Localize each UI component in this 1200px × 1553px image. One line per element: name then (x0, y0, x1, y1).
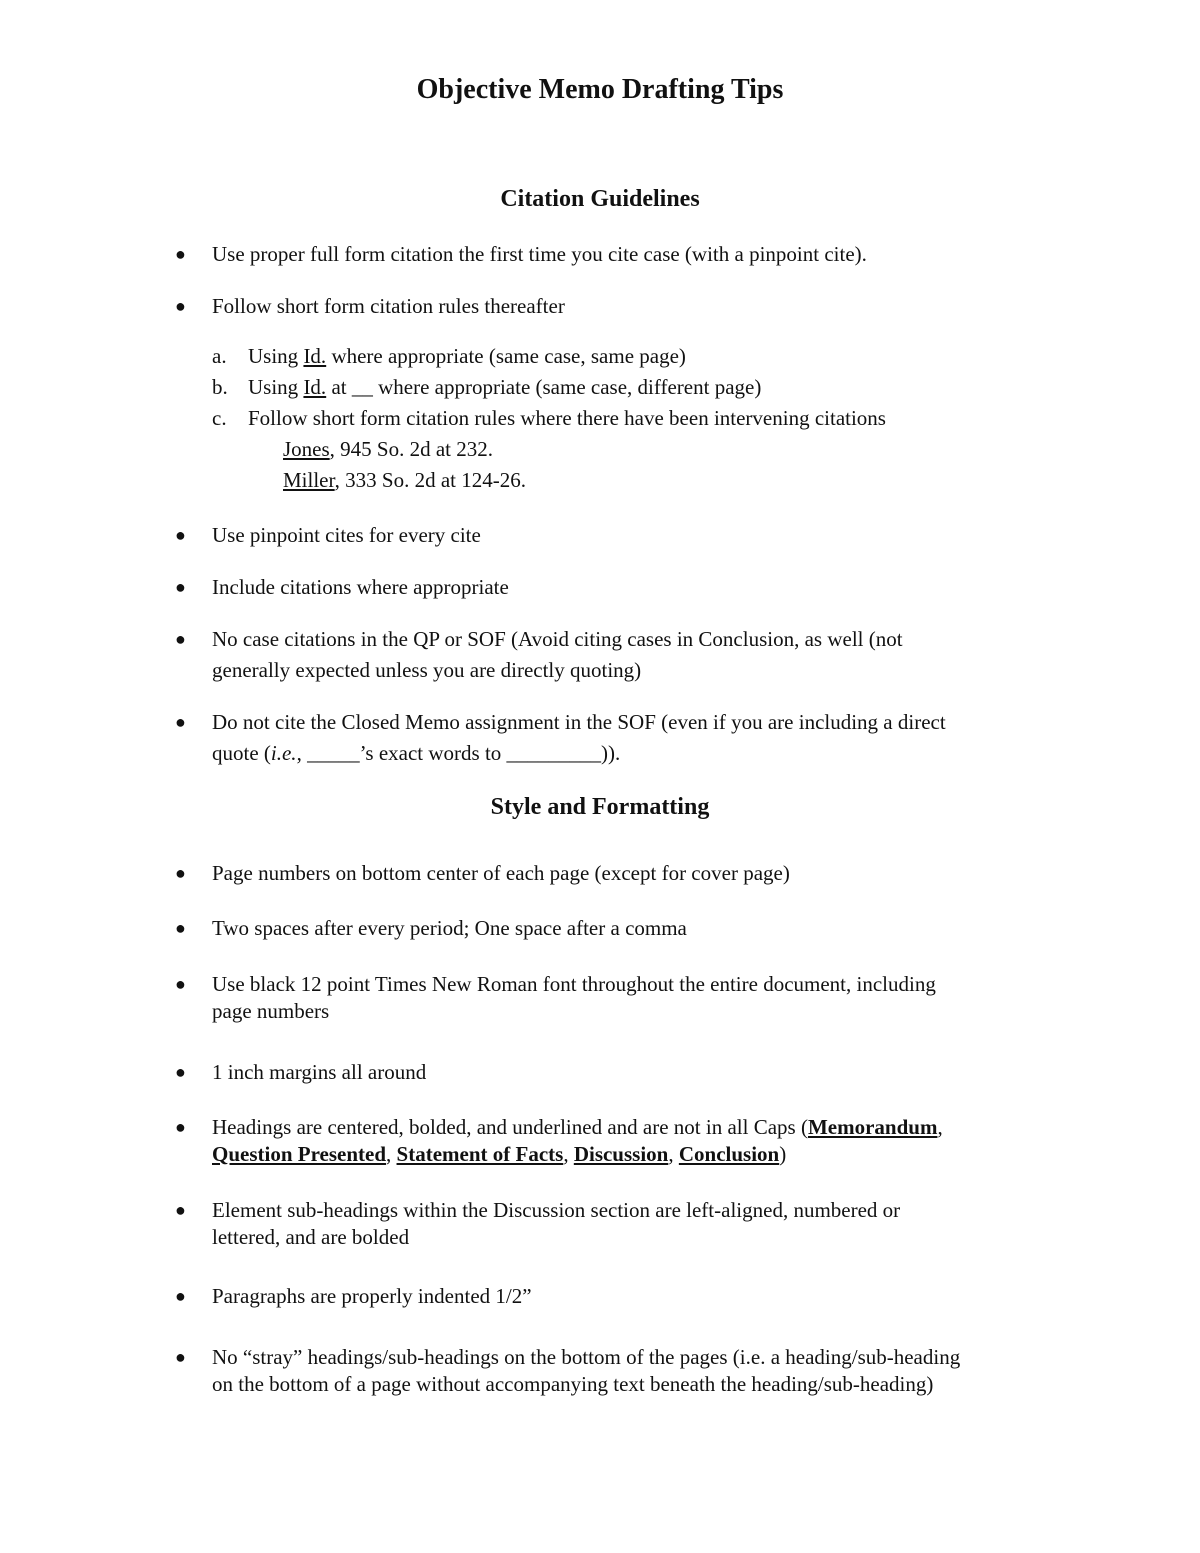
list-item (175, 1344, 1062, 1398)
list-item-text: No “stray” headings/sub-headings on the bottom of the pages (i.e. a heading/sub-heading (212, 1345, 961, 1369)
bullet-icon: ● (175, 1062, 186, 1082)
sub-list-marker: a. (212, 344, 227, 368)
list-item-text: Use black 12 point Times New Roman font throughout the entire document, including (212, 972, 936, 996)
list-item-text: 1 inch margins all around (212, 1060, 427, 1084)
list-item (175, 971, 1062, 1025)
heading-example: Memorandum (807, 1115, 938, 1139)
list-item (175, 239, 1062, 270)
list-item-text: quote (i.e., _____’s exact words to _________)). (212, 741, 621, 765)
heading-example: Discussion (573, 1142, 669, 1166)
heading-example: Statement of Facts (396, 1142, 564, 1166)
list-item (175, 520, 1062, 551)
list-item-text: lettered, and are bolded (212, 1225, 410, 1249)
bullet-icon: ● (175, 1286, 186, 1306)
bullet-icon: ● (175, 577, 186, 597)
list-item-text: Follow short form citation rules thereafter (212, 294, 565, 318)
bullet-icon: ● (175, 244, 186, 264)
sub-list-text: Follow short form citation rules where there have been intervening citations (248, 406, 886, 430)
list-item (175, 624, 1062, 686)
bullet-icon: ● (175, 296, 186, 316)
list-item-text: Question Presented, Statement of Facts, Discussion, Conclusion) (212, 1142, 787, 1166)
sub-list-text: Using Id. where appropriate (same case, same page) (248, 344, 686, 368)
bullet-icon: ● (175, 974, 186, 994)
list-item (175, 860, 1062, 887)
list-item (175, 1114, 1062, 1168)
list-item-text: Use proper full form citation the first time you cite case (with a pinpoint cite). (212, 242, 867, 266)
citation-example: Miller, 333 So. 2d at 124-26. (283, 468, 526, 492)
list-item-text: Headings are centered, bolded, and underlined and are not in all Caps (Memorandum, (212, 1115, 943, 1139)
list-item (175, 1197, 1062, 1251)
list-item-text: page numbers (212, 999, 330, 1023)
list-item-text: Paragraphs are properly indented 1/2” (212, 1284, 532, 1308)
case-name: Miller (283, 468, 335, 492)
list-item-text: on the bottom of a page without accompanying text beneath the heading/sub-heading) (212, 1372, 934, 1396)
bullet-icon: ● (175, 1200, 186, 1220)
bullet-icon: ● (175, 525, 186, 545)
bullet-icon: ● (175, 712, 186, 732)
document-title: Objective Memo Drafting Tips (416, 74, 784, 105)
list-item-text: Use pinpoint cites for every cite (212, 523, 481, 547)
bullet-icon: ● (175, 1117, 186, 1137)
bullet-icon: ● (175, 629, 186, 649)
heading-example: Question Presented (212, 1142, 387, 1166)
sub-list-text: Using Id. at __ where appropriate (same case, different page) (248, 375, 762, 399)
list-item-text: Element sub-headings within the Discussion section are left-aligned, numbered or (212, 1198, 901, 1222)
list-item (175, 915, 1062, 942)
section-heading-style: Style and Formatting (490, 794, 710, 820)
list-item (175, 1283, 1062, 1310)
sub-list-marker: c. (212, 406, 227, 430)
id-citation: Id. (303, 375, 327, 399)
list-item-text: Include citations where appropriate (212, 575, 509, 599)
bullet-icon: ● (175, 863, 186, 883)
bullet-icon: ● (175, 1347, 186, 1367)
list-item-text: Two spaces after every period; One space after a comma (212, 916, 687, 940)
id-citation: Id. (303, 344, 327, 368)
list-item (175, 1059, 1062, 1086)
list-item (175, 707, 1062, 769)
sub-list-marker: b. (212, 375, 228, 399)
heading-example: Conclusion (678, 1142, 780, 1166)
list-item (175, 572, 1062, 603)
citation-example: Jones, 945 So. 2d at 232. (283, 437, 494, 461)
list-item-text: Do not cite the Closed Memo assignment in the SOF (even if you are including a direct (212, 710, 946, 734)
list-item (175, 291, 1062, 322)
case-name: Jones (283, 437, 330, 461)
list-item-text: generally expected unless you are directly quoting) (212, 658, 642, 682)
list-item-text: No case citations in the QP or SOF (Avoid citing cases in Conclusion, as well (not (212, 627, 903, 651)
bullet-icon: ● (175, 918, 186, 938)
list-item-text: Page numbers on bottom center of each page (except for cover page) (212, 861, 790, 885)
section-heading-citation: Citation Guidelines (500, 186, 700, 212)
